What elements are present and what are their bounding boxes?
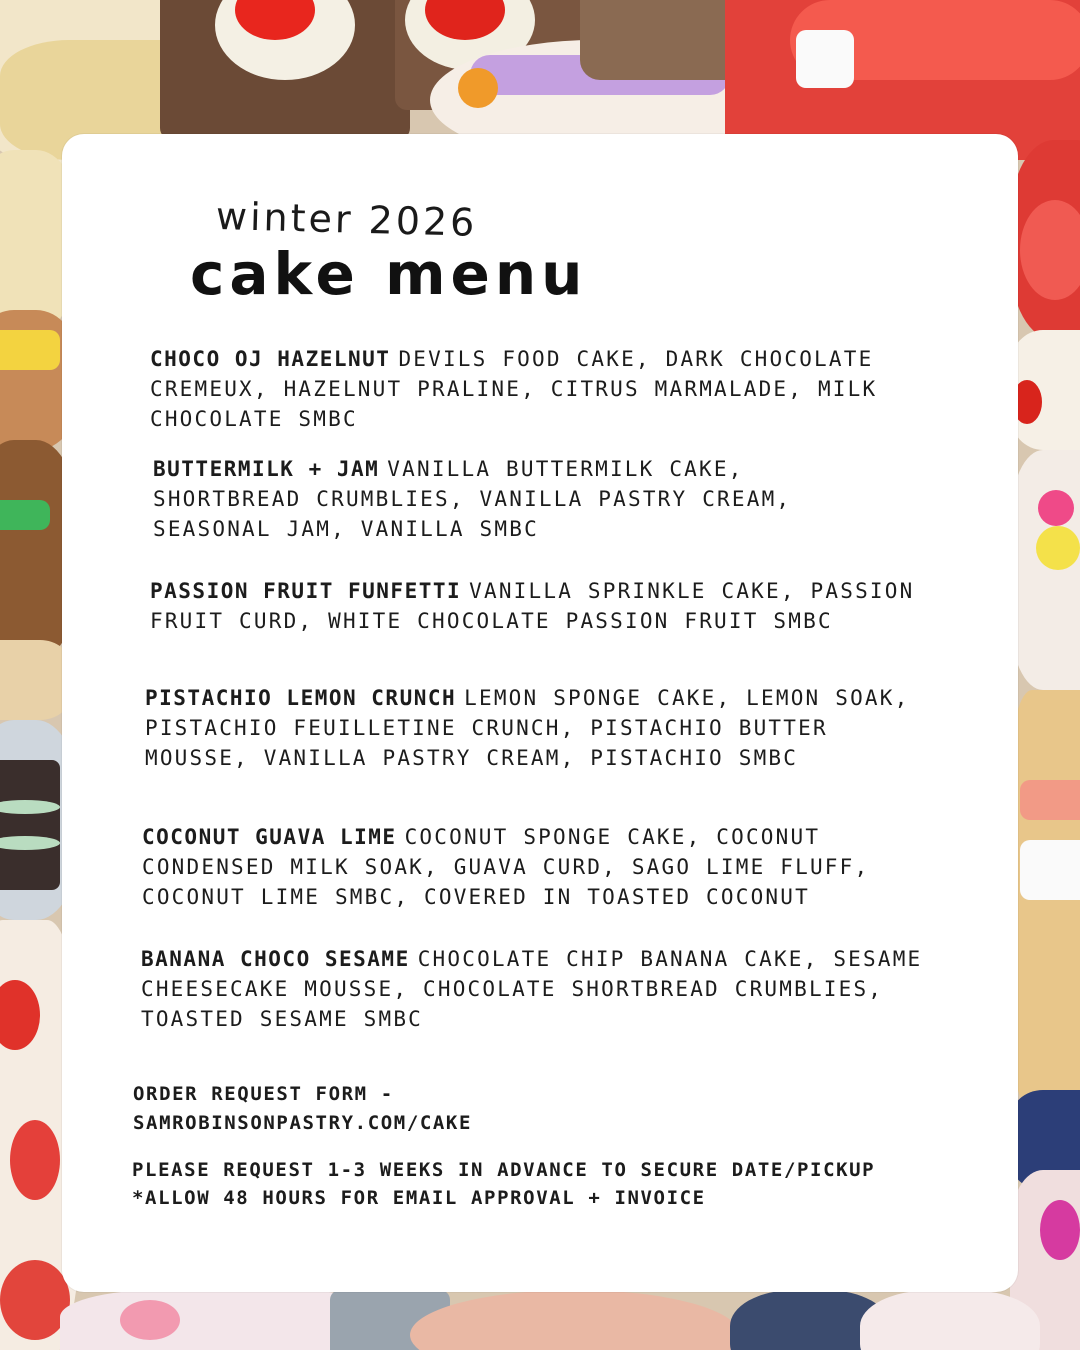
menu-item [150, 576, 940, 636]
menu-item-name: BANANA CHOCO SESAME [141, 947, 410, 971]
order-form-label: ORDER REQUEST FORM - [133, 1083, 394, 1105]
menu-item-description: CHOCOLATE CHIP BANANA CAKE, SESAME CHEESECAKE MOUSSE, CHOCOLATE SHORTBREAD CRUMBLIES, TOASTED SESAME SMBC [141, 947, 923, 1031]
menu-item-description: DEVILS FOOD CAKE, DARK CHOCOLATE CREMEUX, HAZELNUT PRALINE, CITRUS MARMALADE, MILK CHOCOLATE SMBC [150, 347, 878, 431]
menu-item [142, 822, 922, 912]
menu-item [145, 683, 915, 773]
season-heading: winter 2026 [215, 194, 478, 245]
menu-item-description: VANILLA BUTTERMILK CAKE, SHORTBREAD CRUMBLIES, VANILLA PASTRY CREAM, SEASONAL JAM, VANILLA SMBC [153, 457, 792, 541]
menu-item-name: COCONUT GUAVA LIME [142, 825, 397, 849]
menu-item [153, 454, 873, 544]
order-form-link[interactable]: SAMROBINSONPASTRY.COM/CAKE [133, 1112, 473, 1134]
menu-card [62, 134, 1018, 1292]
menu-item-name: PISTACHIO LEMON CRUNCH [145, 686, 457, 710]
approval-notice: *ALLOW 48 HOURS FOR EMAIL APPROVAL + INVOICE [132, 1187, 706, 1209]
menu-item-name: BUTTERMILK + JAM [153, 457, 380, 481]
menu-item-description: LEMON SPONGE CAKE, LEMON SOAK, PISTACHIO FEUILLETINE CRUNCH, PISTACHIO BUTTER MOUSSE, VANILLA PASTRY CREAM, PISTACHIO SMBC [145, 686, 910, 770]
advance-notice: PLEASE REQUEST 1-3 WEEKS IN ADVANCE TO SECURE DATE/PICKUP [132, 1159, 876, 1181]
menu-item [141, 944, 931, 1034]
menu-item-name: PASSION FRUIT FUNFETTI [150, 579, 462, 603]
menu-title: cake menu [190, 240, 588, 308]
menu-item-description: VANILLA SPRINKLE CAKE, PASSION FRUIT CURD, WHITE CHOCOLATE PASSION FRUIT SMBC [150, 579, 915, 633]
menu-item [150, 344, 950, 434]
menu-item-description: COCONUT SPONGE CAKE, COCONUT CONDENSED MILK SOAK, GUAVA CURD, SAGO LIME FLUFF, COCONUT LIME SMBC, COVERED IN TOASTED COCONUT [142, 825, 870, 909]
menu-item-name: CHOCO OJ HAZELNUT [150, 347, 391, 371]
